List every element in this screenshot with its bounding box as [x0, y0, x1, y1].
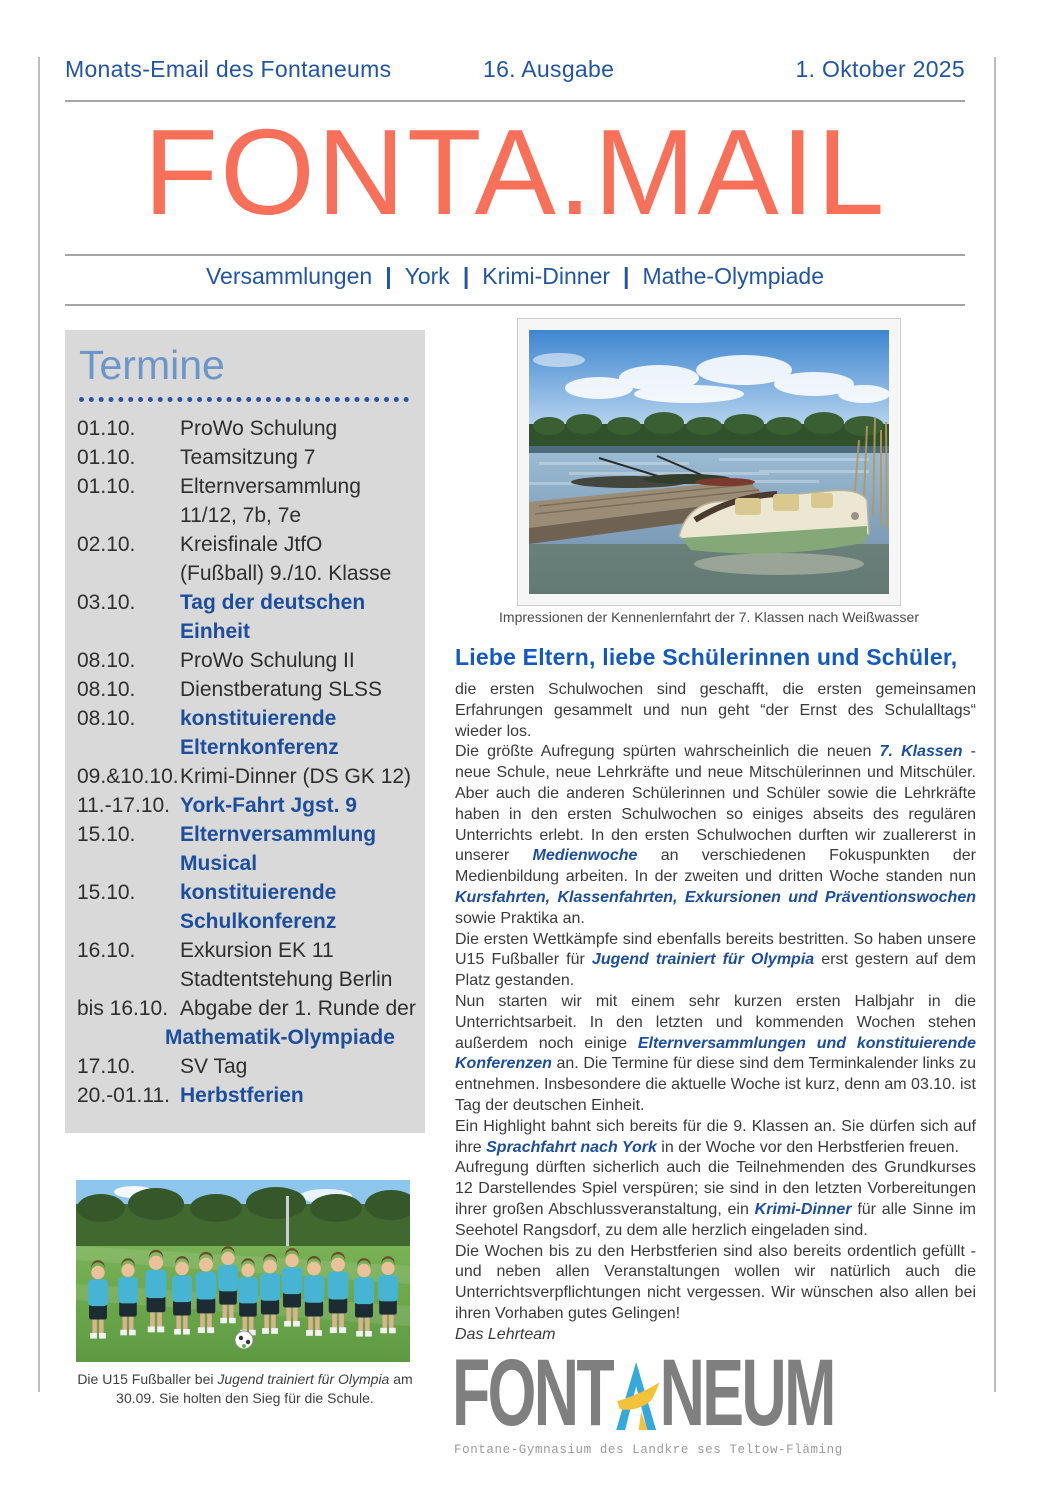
termine-date: 16.10. [77, 939, 136, 963]
termine-row [77, 907, 419, 936]
termine-row [77, 675, 419, 704]
divider-rule-top [65, 100, 965, 102]
termine-row [77, 530, 419, 559]
lake-photo-caption: Impressionen der Kennenlernfahrt der 7. Klassen nach Weißwasser [499, 609, 919, 625]
nav-item-mathe-olympiade[interactable]: Mathe-Olympiade [642, 263, 825, 289]
highlight-term: Jugend trainiert für Olympia [591, 951, 815, 969]
termine-box [65, 330, 425, 1133]
termine-date: 08.10. [77, 707, 136, 731]
termine-text: Elternversammlung [180, 823, 377, 847]
termine-row [77, 704, 419, 733]
termine-row [77, 1052, 419, 1081]
termine-row [77, 1023, 419, 1052]
termine-date [77, 849, 180, 878]
termine-date: 08.10. [77, 649, 136, 673]
termine-row [77, 762, 419, 791]
termine-text: konstituierende [180, 881, 337, 905]
termine-date: 01.10. [77, 446, 136, 470]
termine-text: Schulkonferenz [180, 910, 337, 934]
letter-paragraph: Ein Highlight bahnt sich bereits für die 9. Klassen an. Sie dürfen sich auf ihre Sprachfahrt nach York in der Woche vor den Herbstferien freuen. [455, 1117, 976, 1156]
termine-list [77, 414, 419, 1110]
termine-date: 20.-01.11. [77, 1084, 171, 1108]
termine-text: York-Fahrt Jgst. 9 [180, 794, 357, 818]
termine-text: Teamsitzung 7 [180, 446, 316, 470]
nav-item-versammlungen[interactable]: Versammlungen [205, 263, 373, 289]
termine-row [77, 472, 419, 501]
termine-row [77, 936, 419, 965]
highlight-term: Sprachfahrt nach York [486, 1138, 657, 1156]
school-logo-subtitle: Fontane-Gymnasium des Landkre ses Teltow-Fläming [454, 1443, 843, 1457]
termine-title: Termine [79, 342, 225, 388]
termine-dotted-divider [79, 397, 409, 402]
nav-item-york[interactable]: York [404, 263, 450, 289]
termine-date: 17.10. [77, 1055, 136, 1079]
letter-paragraph: die ersten Schulwochen sind geschafft, die ersten gemeinsamen Erfahrungen gesammelt und nun geht “der Ernst des Schulalltags“ wieder los. [455, 681, 976, 740]
termine-text: Dienstberatung SLSS [180, 678, 382, 702]
letter-paragraph: Die ersten Wettkämpfe sind ebenfalls bereits bestritten. So haben unsere U15 Fußballer für Jugend trainiert für Olympia erst gestern auf dem Platz gestanden. [455, 930, 977, 990]
nav-separator: | [385, 263, 392, 289]
school-logo-wordmark [452, 1339, 834, 1446]
highlight-term: Medienwoche [532, 847, 638, 865]
header-newsletter-name: Monats-Email des Fontaneums [65, 56, 392, 82]
page-header [65, 56, 965, 83]
termine-text: ProWo Schulung [180, 417, 338, 441]
termine-date: 01.10. [77, 417, 136, 441]
termine-text: Musical [180, 852, 258, 876]
termine-row [77, 559, 419, 588]
termine-date: 15.10. [77, 823, 136, 847]
termine-text: SV Tag [180, 1055, 248, 1079]
termine-text: konstituierende [180, 707, 337, 731]
divider-rule-under-title [65, 254, 965, 256]
letter-body [455, 680, 976, 1346]
termine-text: Tag der deutschen [180, 591, 366, 615]
team-photo [76, 1180, 410, 1362]
termine-text: Krimi-Dinner (DS GK 12) [180, 765, 412, 789]
termine-date: 15.10. [77, 881, 136, 905]
termine-date [77, 559, 180, 588]
termine-row [77, 878, 419, 907]
termine-text: Exkursion EK 11 [180, 939, 334, 963]
letter-paragraph: Die größte Aufregung spürten wahrscheinlich die neuen 7. Klassen - neue Schule, neue Lehrkräfte und neue Mitschülerinnen und Mitschüler. Aber auch die anderen Schülerinnen und Schüler sowie die Lehrkräfte haben in den ersten Schulwochen so einiges abseits des regulären Unterrichts erlebt. In den ersten Schulwochen durften wir zuallererst in unserer Medienwoche an verschiedenen Fokuspunkten der Medienbildung arbeiten. In der zweiten und dritten Woche standen nun Kursfahrten, Klassenfahrten, Exkursionen und Präventionswochen sowie Praktika an. [455, 743, 977, 927]
termine-row [77, 646, 419, 675]
termine-row [77, 588, 419, 617]
logo-text-neum: NEUM [659, 1339, 834, 1446]
termine-row [77, 994, 419, 1023]
lake-photo [517, 318, 901, 606]
nav-item-krimi-dinner[interactable]: Krimi-Dinner [482, 263, 611, 289]
termine-row [77, 820, 419, 849]
nav-separator: | [462, 263, 470, 289]
letter-heading: Liebe Eltern, liebe Schülerinnen und Schüler, [455, 644, 958, 670]
termine-text: 11/12, 7b, 7e [180, 504, 302, 528]
highlight-term: 7. Klassen [879, 743, 963, 761]
logo-text-font: FONT [452, 1339, 613, 1446]
termine-row [77, 791, 419, 820]
letter-paragraph: Die Wochen bis zu den Herbstferien sind also bereits ordentlich gefüllt - und neben allen Veranstaltungen wollen wir natürlich auch die Unterrichtsverpflichtungen nicht vergessen. Wir wünschen also allen bei ihren Vorhaben gutes Gelingen! [455, 1242, 976, 1322]
termine-row [77, 501, 419, 530]
school-logo [452, 1339, 1030, 1446]
termine-date: 03.10. [77, 591, 136, 615]
termine-date [77, 501, 180, 530]
termine-row [77, 965, 419, 994]
termine-date [77, 617, 180, 646]
termine-text: Kreisfinale JtfO [180, 533, 323, 557]
termine-date: bis 16.10. [77, 997, 169, 1021]
termine-row [77, 617, 419, 646]
page-border-left [38, 57, 40, 1392]
logo-stylized-a-icon [611, 1362, 661, 1430]
termine-row [77, 849, 419, 878]
letter-paragraph: Aufregung dürften sicherlich auch die Teilnehmenden des Grundkurses 12 Darstellendes Spiel verspüren; sie sind in den letzten Vorbereitungen ihrer großen Abschlussveranstaltung, ein Krimi-Dinner für alle Sinne im Seehotel Rangsdorf, zu dem alle herzlich eingeladen sind. [455, 1159, 976, 1239]
highlight-term: Kursfahrten, Klassenfahrten, Exkursionen und Präventionswochen [455, 888, 976, 906]
termine-text: Abgabe der 1. Runde der [180, 997, 416, 1021]
termine-text: Elternversammlung [180, 475, 361, 499]
termine-row [77, 414, 419, 443]
termine-row [77, 443, 419, 472]
termine-row [77, 1081, 419, 1110]
termine-text: Einheit [180, 620, 251, 644]
topic-nav [65, 263, 965, 290]
letter-paragraph: Das Lehrteam [455, 1325, 556, 1343]
highlight-term: Elternversammlungen und konstituierende Konferenzen [455, 1034, 977, 1073]
lake-photo-illustration [529, 330, 889, 594]
termine-text: (Fußball) 9./10. Klasse [180, 562, 392, 586]
termine-date: 02.10. [77, 533, 136, 557]
page-border-right [994, 57, 996, 1392]
termine-text: Herbstferien [180, 1084, 304, 1108]
termine-text: ProWo Schulung II [180, 649, 355, 673]
termine-date [77, 733, 180, 762]
termine-row [77, 733, 419, 762]
header-issue-number: 16. Ausgabe [483, 56, 615, 82]
termine-date: 08.10. [77, 678, 136, 702]
nav-separator: | [623, 263, 630, 289]
divider-rule-under-nav [65, 304, 965, 306]
termine-date: 11.-17.10. [77, 794, 171, 818]
team-photo-illustration [76, 1180, 410, 1362]
highlight-term: Krimi-Dinner [754, 1200, 852, 1218]
letter-paragraph: Nun starten wir mit einem sehr kurzen ersten Halbjahr in die Unterrichtsarbeit. In den letzten und kommenden Wochen stehen außerdem noch einige Elternversammlungen und konstituierende Konferenzen an. Die Termine für diese sind dem Terminkalender links zu entnehmen. Insbesondere die aktuelle Woche ist kurz, denn am 03.10. ist Tag der deutschen Einheit. [455, 992, 977, 1114]
masthead-title: FONTA.MAIL [143, 104, 887, 240]
termine-date: 09.&10.10. [77, 765, 179, 789]
letter-section [455, 644, 976, 1346]
header-date: 1. Oktober 2025 [795, 56, 965, 82]
termine-text: Stadtentstehung Berlin [180, 968, 393, 992]
termine-date [77, 965, 180, 994]
termine-text: Mathematik-Olympiade [165, 1026, 395, 1050]
termine-date [77, 907, 180, 936]
termine-date: 01.10. [77, 475, 136, 499]
team-photo-caption: Die U15 Fußballer bei Jugend trainiert für Olympia am 30.09. Sie holten den Sieg für die Schule. [77, 1371, 413, 1406]
termine-text: Elternkonferenz [180, 736, 339, 760]
